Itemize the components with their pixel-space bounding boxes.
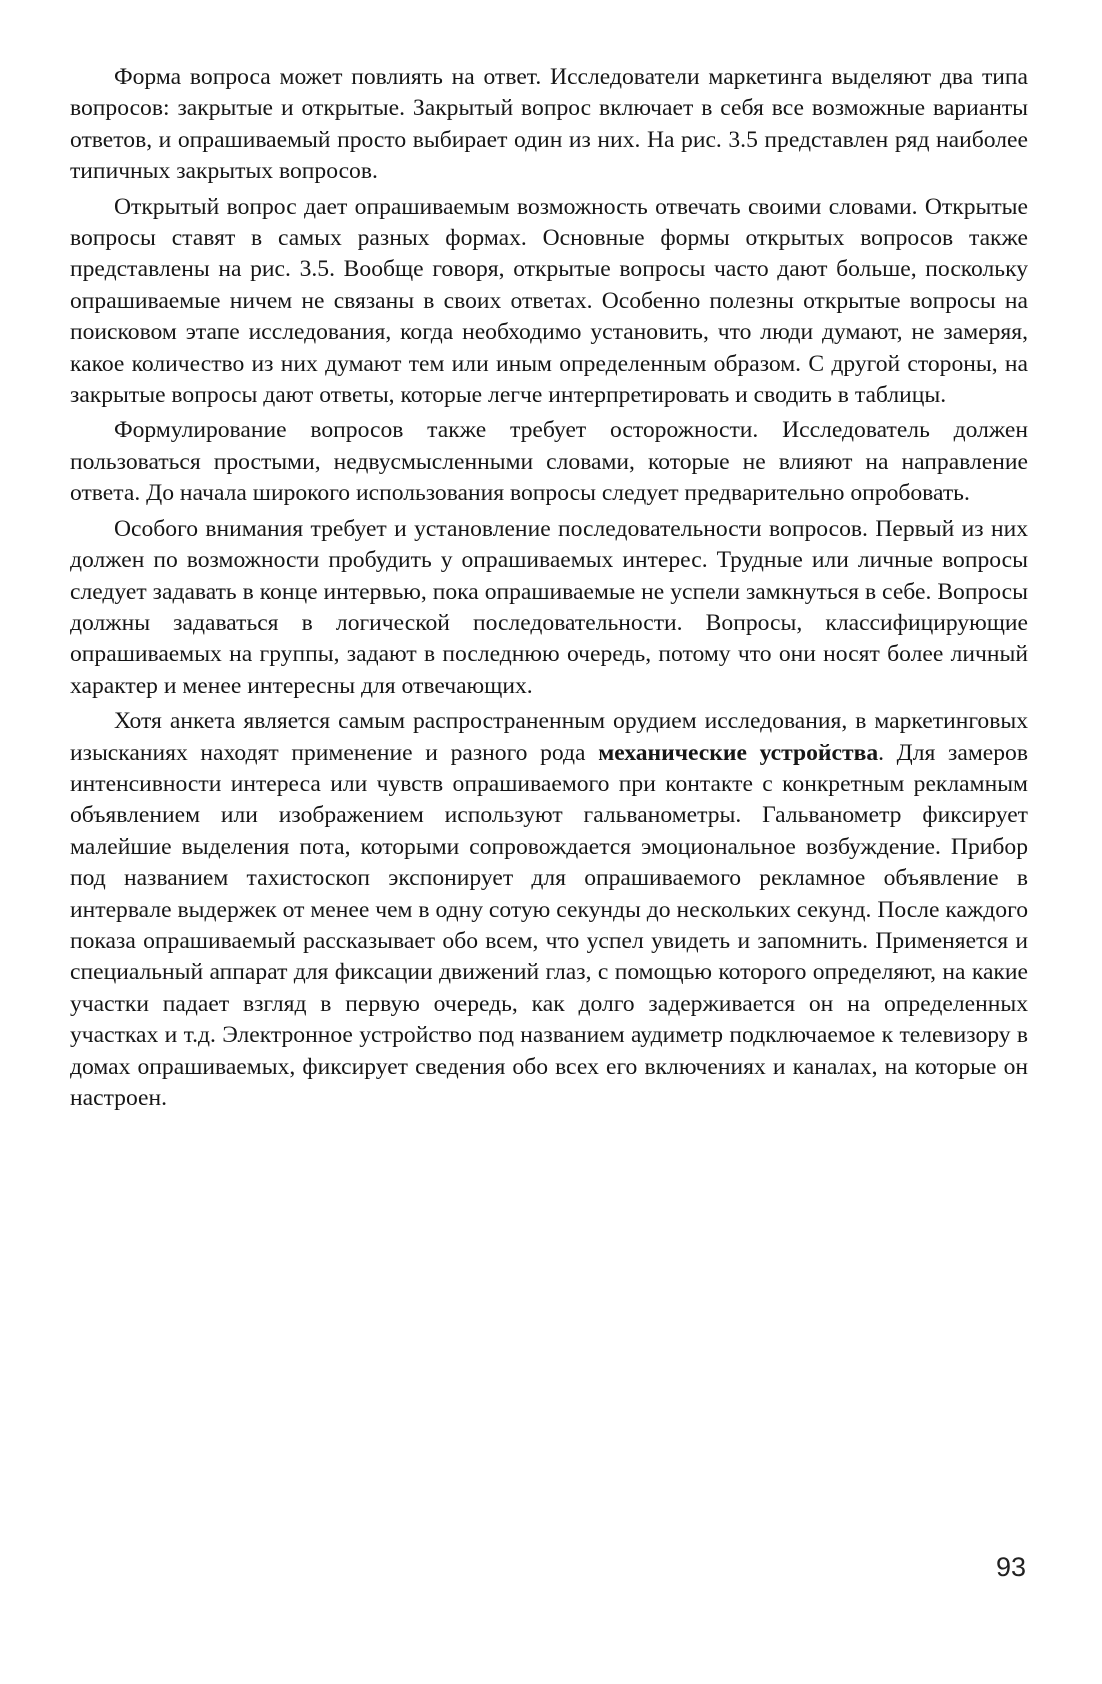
- paragraph-text: Особого внимания требует и установление последовательности вопросов. Первый из них должен по возможности пробудить у опрашиваемых интерес. Трудные или личные вопросы следует задавать в конце интервью, пока опрашиваемые не успели замкнуться в себе. Вопросы должны задаваться в логической последовательности. Вопросы, классифицирующие опрашиваемых на группы, задают в последнюю очередь, потому что они носят более личный характер и менее интересны для отвечающих.: [70, 515, 1028, 699]
- paragraph-1: [70, 62, 1028, 188]
- body-text: [70, 62, 1028, 1118]
- paragraph-text: Хотя анкета является самым распространенным орудием исследования, в маркетинговых изысканиях находят применение и разного рода: [70, 708, 1028, 766]
- paragraph-2: [70, 192, 1028, 412]
- paragraph-text: Формулирование вопросов также требует осторожности. Исследователь должен пользоваться простыми, недвусмысленными словами, которые не влияют на направление ответа. До начала широкого использования вопросы следует предварительно опробовать.: [70, 417, 1028, 507]
- page-number: 93: [995, 1552, 1026, 1582]
- paragraph-3: [70, 415, 1028, 509]
- paragraph-text: Открытый вопрос дает опрашиваемым возможность отвечать своими словами. Открытые вопросы ставят в самых разных формах. Основные формы открытых вопросов также представлены на рис. 3.5. Вообще говоря, открытые вопросы часто дают больше, поскольку опрашиваемые ничем не связаны в своих ответах. Особенно полезны открытые вопросы на поисковом этапе исследования, когда необходимо установить, что люди думают, не замеряя, какое количество из них думают тем или иным определенным образом. С другой стороны, на закрытые вопросы дают ответы, которые легче интерпретировать и сводить в таблицы.: [70, 193, 1028, 409]
- paragraph-text: Форма вопроса может повлиять на ответ. Исследователи маркетинга выделяют два типа вопросов: закрытые и открытые. Закрытый вопрос включает в себя все возможные варианты ответов, и опрашиваемый просто выбирает один из них. На рис. 3.5 представлен ряд наиболее типичных закрытых вопросов.: [70, 64, 1028, 185]
- bold-term: механические устройства: [598, 739, 879, 766]
- paragraph-4: [70, 514, 1028, 702]
- paragraph-text: . Для замеров интенсивности интереса или чувств опрашиваемого при контакте с конкретным рекламным объявлением или изображением используют гальванометры. Гальванометр фиксирует малейшие выделения пота, которыми сопровождается эмоциональное возбуждение. Прибор под названием тахистоскоп экспонирует для опрашиваемого рекламное объявление в интервале выдержек от менее чем в одну сотую секунды до нескольких секунд. После каждого показа опрашиваемый рассказывает обо всем, что успел увидеть и запомнить. Применяется и специальный аппарат для фиксации движений глаз, с помощью которого определяют, на какие участки падает взгляд в первую очередь, как долго задерживается он на определенных участках и т.д. Электронное устройство под названием аудиметр подключаемое к телевизору в домах опрашиваемых, фиксирует сведения обо всех его включениях и каналах, на которые он настроен.: [70, 739, 1028, 1111]
- paragraph-5: [70, 706, 1028, 1114]
